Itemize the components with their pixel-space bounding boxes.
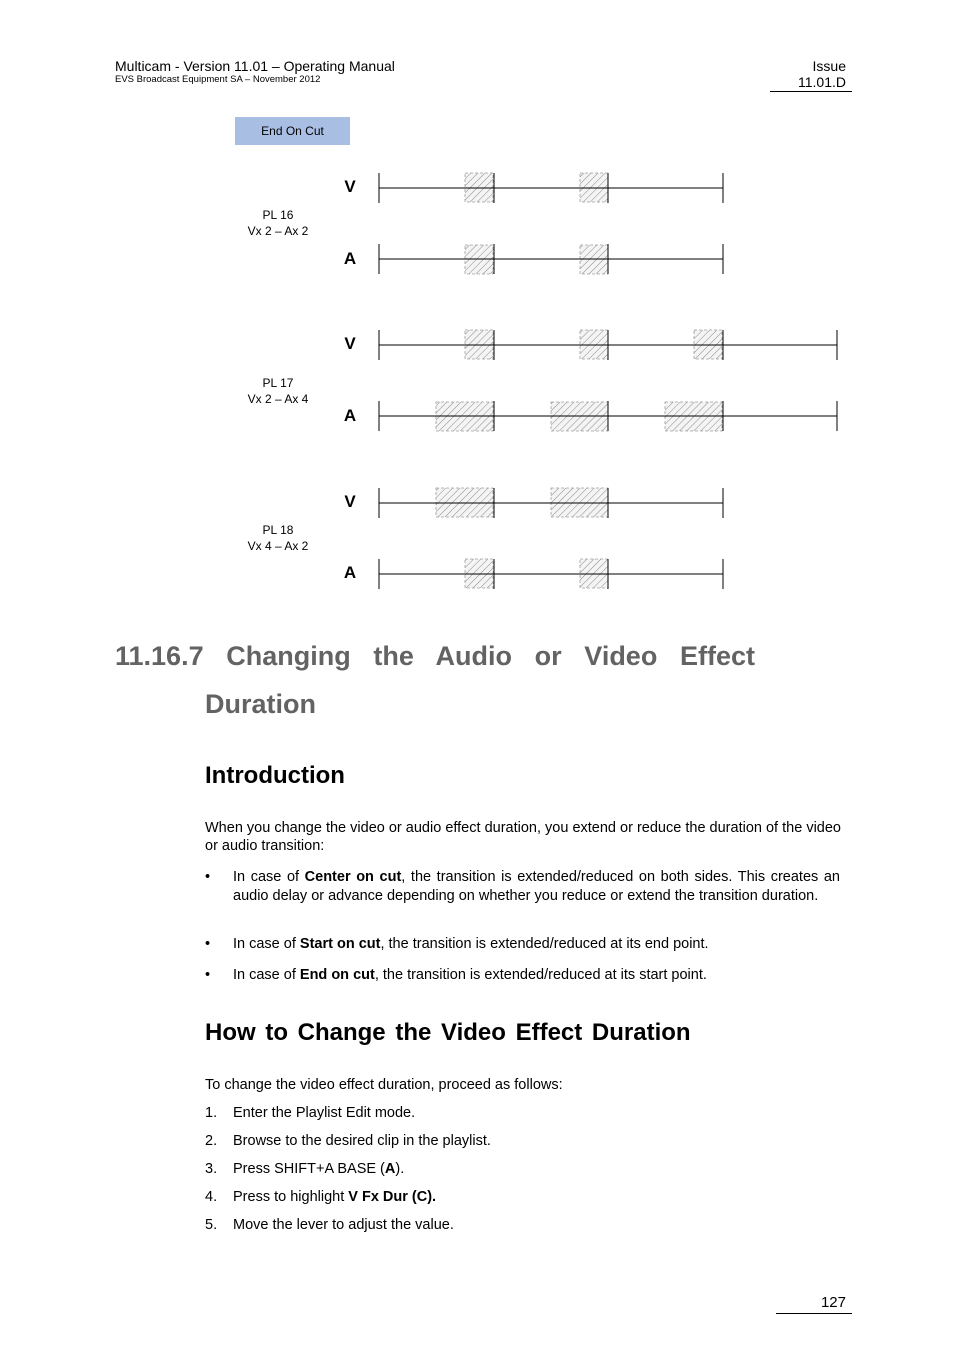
step-number: 3. bbox=[205, 1161, 218, 1177]
pl17-name: PL 17 bbox=[262, 376, 294, 390]
pl16-audio-track bbox=[379, 244, 723, 274]
step-number: 2. bbox=[205, 1133, 218, 1149]
end-on-cut-label: End On Cut bbox=[235, 117, 350, 145]
howto-lead: To change the video effect duration, proceed as follows: bbox=[205, 1077, 563, 1093]
pl18-video-letter: V bbox=[344, 492, 356, 511]
step-number: 1. bbox=[205, 1105, 218, 1121]
header-issue-label: Issue bbox=[812, 58, 846, 74]
step-text: Enter the Playlist Edit mode. bbox=[233, 1105, 416, 1121]
bullet-text: In case of Center on cut, the transition is extended/reduced on both sides. This creates an audio delay or advance depending on whether you reduce or extend the transition duration. bbox=[233, 869, 841, 904]
bullet-text: In case of Start on cut, the transition is extended/reduced at its end point. bbox=[233, 936, 709, 952]
bullet-text: In case of End on cut, the transition is extended/reduced at its start point. bbox=[233, 967, 707, 983]
introduction-heading: Introduction bbox=[205, 762, 345, 789]
header-title: Multicam - Version 11.01 – Operating Manual bbox=[115, 58, 395, 74]
step-text: Press to highlight V Fx Dur (C). bbox=[233, 1189, 437, 1205]
step-text: Press SHIFT+A BASE (A). bbox=[233, 1161, 405, 1177]
pl16-video-track bbox=[379, 173, 723, 203]
bullet-dot: • bbox=[205, 869, 211, 885]
pl17-audio-letter: A bbox=[343, 406, 357, 425]
pl18-desc: Vx 4 – Ax 2 bbox=[247, 539, 309, 553]
step-text: Move the lever to adjust the value. bbox=[233, 1217, 454, 1233]
pl16-label bbox=[233, 207, 323, 239]
pl16-name: PL 16 bbox=[262, 208, 294, 222]
bullet-dot: • bbox=[205, 936, 211, 952]
section-title bbox=[115, 632, 755, 728]
header-issue-number: 11.01.D bbox=[798, 74, 846, 90]
pl17-desc: Vx 2 – Ax 4 bbox=[247, 392, 309, 406]
section-title-line1: Changing the Audio or Video Effect bbox=[226, 641, 755, 671]
step-number: 4. bbox=[205, 1189, 218, 1205]
pl18-video-track bbox=[379, 488, 723, 518]
section-title-line2: Duration bbox=[205, 689, 316, 719]
pl16-desc: Vx 2 – Ax 2 bbox=[247, 224, 309, 238]
pl17-video-letter: V bbox=[344, 334, 356, 353]
pl18-audio-track bbox=[379, 559, 723, 589]
pl17-label bbox=[233, 375, 323, 407]
page-number: 127 bbox=[820, 1294, 846, 1311]
pl16-audio-letter: A bbox=[343, 249, 357, 268]
pl16-video-letter: V bbox=[344, 177, 356, 196]
header-subtitle: EVS Broadcast Equipment SA – November 2012 bbox=[115, 74, 321, 85]
pl17-audio-track bbox=[379, 401, 837, 431]
pl18-audio-letter: A bbox=[343, 563, 357, 582]
pl18-label bbox=[233, 522, 323, 554]
intro-paragraph: When you change the video or audio effect duration, you extend or reduce the duration of the video or audio transition: bbox=[205, 820, 841, 854]
step-text: Browse to the desired clip in the playlist. bbox=[233, 1133, 491, 1149]
howto-heading: How to Change the Video Effect Duration bbox=[205, 1019, 691, 1046]
pl18-name: PL 18 bbox=[262, 523, 294, 537]
step-number: 5. bbox=[205, 1217, 218, 1233]
pl17-video-track bbox=[379, 330, 837, 360]
timeline-diagram bbox=[0, 0, 954, 620]
section-number: 11.16.7 bbox=[115, 641, 204, 671]
bullet-dot: • bbox=[205, 967, 211, 983]
footer-rule bbox=[776, 1313, 852, 1314]
